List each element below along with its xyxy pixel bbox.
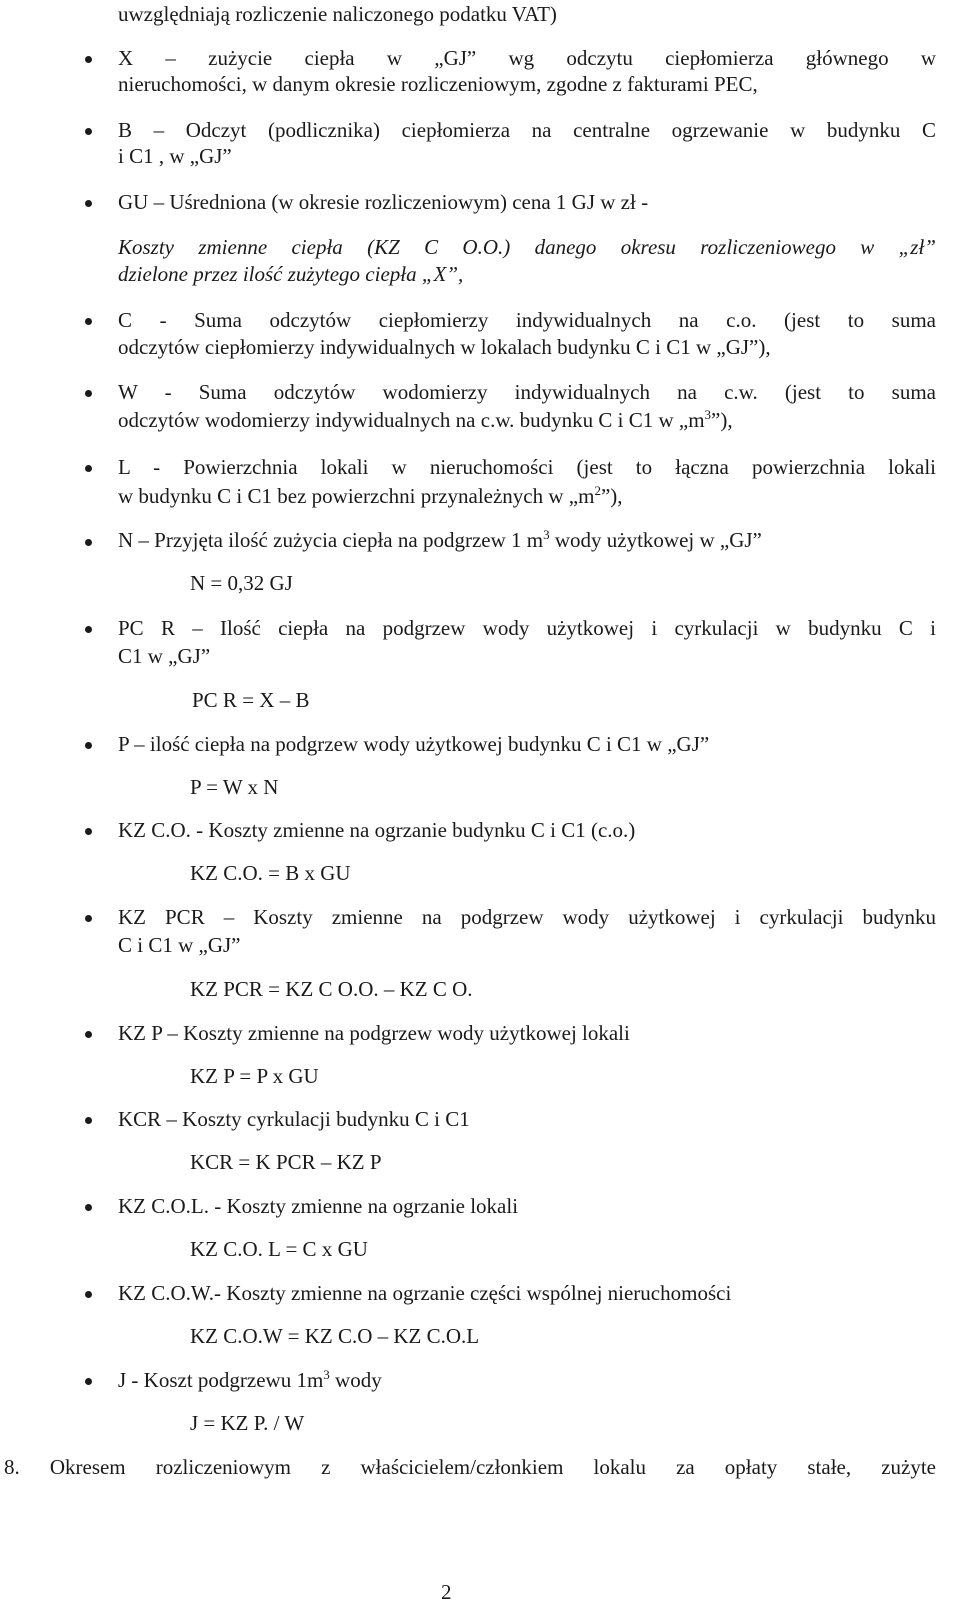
section-8-heading: 8. Okresem rozliczeniowym z właścicielem/członkiem lokalu za opłaty stałe, zużyte bbox=[4, 1455, 936, 1479]
item-l-line2-text: w budynku C i C1 bez powierzchni przynależnych w „m bbox=[118, 484, 595, 508]
superscript-2: 2 bbox=[594, 483, 601, 498]
formula-kzcow: KZ C.O.W = KZ C.O – KZ C.O.L bbox=[190, 1324, 480, 1348]
item-w-line2-text: odczytów wodomierzy indywidualnych na c.w. budynku C i C1 w „m bbox=[118, 408, 705, 432]
item-n-line1-text: N – Przyjęta ilość zużycia ciepła na podgrzew 1 m bbox=[118, 528, 544, 552]
item-kcr-line1: KCR – Koszty cyrkulacji budynku C i C1 bbox=[118, 1107, 470, 1131]
item-j-line1-end: wody bbox=[329, 1368, 382, 1392]
item-b-line2: i C1 , w „GJ” bbox=[118, 144, 232, 168]
bullet-icon bbox=[85, 390, 92, 397]
formula-kzco: KZ C.O. = B x GU bbox=[190, 861, 351, 885]
item-gu-note-line2: dzielone przez ilość zużytego ciepła „X”, bbox=[118, 262, 464, 286]
formula-kzcol: KZ C.O. L = C x GU bbox=[190, 1237, 368, 1261]
formula-kcr: KCR = K PCR – KZ P bbox=[190, 1150, 382, 1174]
item-j-line1-text: J - Koszt podgrzewu 1m bbox=[118, 1368, 324, 1392]
item-kzpcr-line2: C i C1 w „GJ” bbox=[118, 933, 241, 957]
superscript-3: 3 bbox=[704, 407, 712, 422]
item-l-line1: L - Powierzchnia lokali w nieruchomości (jest to łączna powierzchnia lokali bbox=[118, 455, 936, 479]
item-w-line2-end: ”), bbox=[711, 408, 733, 432]
item-n-line1 bbox=[118, 527, 762, 552]
page-number: 2 bbox=[441, 1580, 452, 1604]
item-gu-line1: GU – Uśredniona (w okresie rozliczeniowym) cena 1 GJ w zł - bbox=[118, 190, 649, 214]
item-kzcol-line1: KZ C.O.L. - Koszty zmienne na ogrzanie lokali bbox=[118, 1194, 519, 1218]
bullet-icon bbox=[85, 742, 92, 749]
item-kzpcr-line1: KZ PCR – Koszty zmienne na podgrzew wody użytkowej i cyrkulacji budynku bbox=[118, 905, 936, 929]
item-pcr-line1: PC R – Ilość ciepła na podgrzew wody użytkowej i cyrkulacji w budynku C i bbox=[118, 616, 936, 640]
item-x-line2: nieruchomości, w danym okresie rozliczeniowym, zgodne z fakturami PEC, bbox=[118, 72, 758, 96]
bullet-icon bbox=[85, 200, 92, 207]
item-kzco-line1: KZ C.O. - Koszty zmienne na ogrzanie budynku C i C1 (c.o.) bbox=[118, 818, 636, 842]
bullet-icon bbox=[85, 465, 92, 472]
item-w-line2 bbox=[118, 407, 733, 432]
item-kzcow-line1: KZ C.O.W.- Koszty zmienne na ogrzanie części wspólnej nieruchomości bbox=[118, 1281, 732, 1305]
bullet-icon bbox=[85, 539, 92, 546]
item-w-line1: W - Suma odczytów wodomierzy indywidualnych na c.w. (jest to suma bbox=[118, 380, 936, 404]
bullet-icon bbox=[85, 1204, 92, 1211]
bullet-icon bbox=[85, 1031, 92, 1038]
item-x-line1: X – zużycie ciepła w „GJ” wg odczytu ciepłomierza głównego w bbox=[118, 46, 936, 70]
item-b-line1: B – Odczyt (podlicznika) ciepłomierza na centralne ogrzewanie w budynku C bbox=[118, 118, 936, 142]
text-line-vat: uwzględniają rozliczenie naliczonego podatku VAT) bbox=[118, 2, 557, 26]
formula-kzpcr: KZ PCR = KZ C O.O. – KZ C O. bbox=[190, 977, 473, 1001]
bullet-icon bbox=[85, 1117, 92, 1124]
bullet-icon bbox=[85, 828, 92, 835]
formula-p: P = W x N bbox=[190, 775, 279, 799]
item-pcr-line2: C1 w „GJ” bbox=[118, 644, 211, 668]
bullet-icon bbox=[85, 915, 92, 922]
item-l-line2 bbox=[118, 483, 623, 508]
item-n-line1-end: wody użytkowej w „GJ” bbox=[549, 528, 762, 552]
item-kzp-line1: KZ P – Koszty zmienne na podgrzew wody użytkowej lokali bbox=[118, 1021, 630, 1045]
bullet-icon bbox=[85, 128, 92, 135]
item-c-line2: odczytów ciepłomierzy indywidualnych w lokalach budynku C i C1 w „GJ”), bbox=[118, 335, 771, 359]
item-l-line2-end: ”), bbox=[600, 484, 623, 508]
item-gu-note-line1: Koszty zmienne ciepła (KZ C O.O.) danego okresu rozliczeniowego w „zł” bbox=[118, 235, 936, 259]
formula-kzp: KZ P = P x GU bbox=[190, 1064, 319, 1088]
superscript-3: 3 bbox=[323, 1367, 330, 1382]
formula-n: N = 0,32 GJ bbox=[190, 571, 293, 595]
item-p-line1: P – ilość ciepła na podgrzew wody użytkowej budynku C i C1 w „GJ” bbox=[118, 732, 710, 756]
formula-pcr: PC R = X – B bbox=[192, 688, 310, 712]
bullet-icon bbox=[85, 56, 92, 63]
item-j-line1 bbox=[118, 1367, 382, 1392]
bullet-icon bbox=[85, 318, 92, 325]
item-c-line1: C - Suma odczytów ciepłomierzy indywidualnych na c.o. (jest to suma bbox=[118, 308, 936, 332]
formula-j: J = KZ P. / W bbox=[190, 1411, 305, 1435]
bullet-icon bbox=[85, 1378, 92, 1385]
superscript-3: 3 bbox=[543, 527, 550, 542]
bullet-icon bbox=[85, 626, 92, 633]
bullet-icon bbox=[85, 1291, 92, 1298]
